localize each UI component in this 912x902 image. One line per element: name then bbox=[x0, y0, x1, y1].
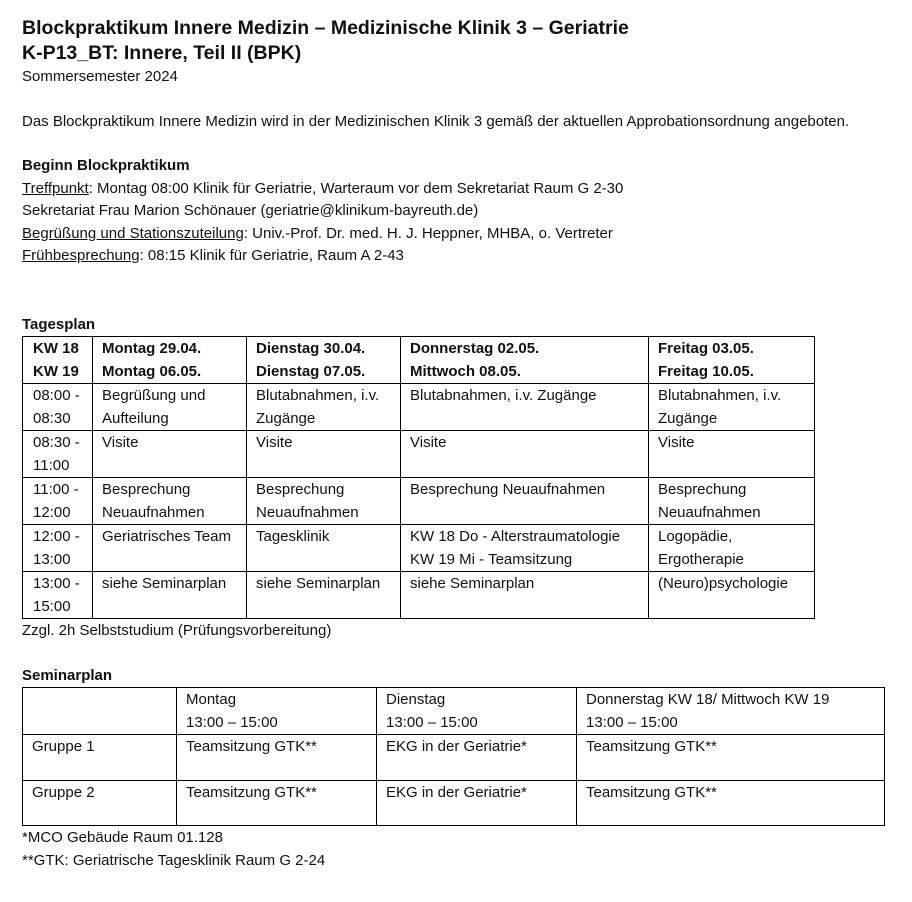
tagesplan-time-cell-line-2: 13:00 bbox=[33, 550, 71, 568]
seminarplan-session-cell bbox=[577, 780, 885, 826]
tagesplan-activity-cell bbox=[649, 572, 815, 619]
seminarplan-group-cell bbox=[23, 780, 177, 826]
tagesplan-activity-cell-line-2: Neuaufnahmen bbox=[658, 503, 761, 521]
tagesplan-row bbox=[23, 525, 815, 572]
tagesplan-day-header-line-2: Mittwoch 08.05. bbox=[410, 362, 521, 380]
tagesplan-day-header-line-1: Donnerstag 02.05. bbox=[410, 340, 540, 357]
tagesplan-activity-cell bbox=[649, 478, 815, 525]
seminarplan-group-cell-line-1: Gruppe 2 bbox=[32, 783, 95, 801]
tagesplan-kw-header-line-1: KW 18 bbox=[33, 340, 79, 357]
tagesplan-activity-cell bbox=[93, 525, 247, 572]
sekretariat-line: Sekretariat Frau Marion Schönauer (geriatrie@klinikum-bayreuth.de) bbox=[22, 202, 479, 219]
tagesplan-row bbox=[23, 572, 815, 619]
tagesplan-activity-cell-line-1: Visite bbox=[256, 434, 293, 451]
tagesplan-activity-cell-line-1: (Neuro)psychologie bbox=[658, 575, 789, 592]
tagesplan-time-cell-line-1: 11:00 - bbox=[33, 481, 79, 498]
tagesplan-activity-cell bbox=[401, 384, 649, 431]
tagesplan-activity-cell-line-1: Visite bbox=[102, 434, 139, 451]
tagesplan-time-cell bbox=[23, 572, 93, 619]
tagesplan-activity-cell-line-1: Visite bbox=[658, 434, 695, 451]
seminarplan-group-cell bbox=[23, 735, 177, 781]
tagesplan-table bbox=[22, 336, 815, 619]
tagesplan-activity-cell bbox=[93, 478, 247, 525]
tagesplan-activity-cell bbox=[401, 431, 649, 478]
treffpunkt-value: : Montag 08:00 Klinik für Geriatrie, Warteraum vor dem Sekretariat Raum G 2-30 bbox=[88, 179, 624, 197]
tagesplan-activity-cell bbox=[401, 572, 649, 619]
tagesplan-activity-cell bbox=[247, 572, 401, 619]
seminarplan-group-cell-line-1: Gruppe 1 bbox=[32, 738, 95, 755]
seminarplan-session-cell-line-1: Teamsitzung GTK** bbox=[186, 783, 317, 801]
tagesplan-activity-cell-line-2: Neuaufnahmen bbox=[256, 503, 359, 521]
tagesplan-day-header-line-1: Montag 29.04. bbox=[102, 340, 202, 357]
tagesplan-time-cell-line-1: 08:00 - bbox=[33, 387, 80, 404]
tagesplan-day-header bbox=[247, 337, 401, 384]
beginn-section bbox=[22, 155, 892, 268]
seminarplan-day-header-line-1: Dienstag bbox=[386, 691, 446, 708]
tagesplan-time-cell bbox=[23, 478, 93, 525]
fruehbesprechung-value: : 08:15 Klinik für Geriatrie, Raum A 2-43 bbox=[139, 247, 404, 264]
seminarplan-day-header-line-2: 13:00 – 15:00 bbox=[586, 713, 678, 731]
tagesplan-activity-cell-line-1: Blutabnahmen, i.v. bbox=[658, 387, 782, 404]
fruehbesprechung-label: Frühbesprechung bbox=[22, 247, 140, 264]
tagesplan-activity-cell-line-1: KW 18 Do - Alterstraumatologie bbox=[410, 528, 621, 545]
tagesplan-time-cell-line-1: 08:30 - bbox=[33, 434, 80, 451]
begruessung-line bbox=[22, 223, 892, 246]
fruehbesprechung-line bbox=[22, 245, 892, 268]
tagesplan-kw-header-line-2: KW 19 bbox=[33, 362, 79, 380]
tagesplan-activity-cell bbox=[401, 478, 649, 525]
tagesplan-activity-cell-line-2: KW 19 Mi - Teamsitzung bbox=[410, 550, 573, 568]
tagesplan-activity-cell bbox=[649, 384, 815, 431]
tagesplan-time-cell-line-2: 11:00 bbox=[33, 456, 70, 474]
tagesplan-activity-cell bbox=[93, 431, 247, 478]
tagesplan-activity-cell-line-1: Besprechung Neuaufnahmen bbox=[410, 481, 606, 498]
seminarplan-session-cell-line-1: Teamsitzung GTK** bbox=[586, 783, 717, 801]
tagesplan-row bbox=[23, 384, 815, 431]
seminarplan-header-row bbox=[23, 688, 885, 735]
tagesplan-activity-cell bbox=[401, 525, 649, 572]
tagesplan-activity-cell bbox=[247, 525, 401, 572]
tagesplan-activity-cell-line-1: Geriatrisches Team bbox=[102, 528, 231, 545]
tagesplan-activity-cell-line-2: Aufteilung bbox=[102, 409, 169, 427]
semester-label: Sommersemester 2024 bbox=[22, 68, 178, 85]
tagesplan-activity-cell bbox=[93, 384, 247, 431]
tagesplan-time-cell-line-2: 15:00 bbox=[33, 597, 71, 615]
tagesplan-activity-cell bbox=[649, 431, 815, 478]
seminarplan-day-header bbox=[177, 688, 377, 735]
tagesplan-day-header-line-1: Freitag 03.05. bbox=[658, 340, 754, 357]
seminarplan-section bbox=[22, 665, 892, 873]
page-title: Blockpraktikum Innere Medizin – Medizinische Klinik 3 – Geriatrie bbox=[22, 17, 629, 39]
tagesplan-activity-cell bbox=[93, 572, 247, 619]
tagesplan-time-cell-line-2: 08:30 bbox=[33, 409, 71, 427]
tagesplan-activity-cell-line-1: siehe Seminarplan bbox=[256, 575, 381, 592]
seminarplan-session-cell bbox=[377, 735, 577, 781]
seminarplan-session-cell bbox=[577, 735, 885, 781]
seminarplan-day-header-line-1: Donnerstag KW 18/ Mittwoch KW 19 bbox=[586, 691, 830, 708]
treffpunkt-label: Treffpunkt bbox=[22, 179, 89, 197]
beginn-heading: Beginn Blockpraktikum bbox=[22, 157, 190, 174]
seminarplan-day-header-line-2: 13:00 – 15:00 bbox=[386, 713, 478, 731]
seminarplan-session-cell-line-1: EKG in der Geriatrie* bbox=[386, 738, 527, 755]
tagesplan-time-cell bbox=[23, 384, 93, 431]
tagesplan-activity-cell-line-2: Zugänge bbox=[256, 409, 316, 427]
tagesplan-activity-cell-line-1: Visite bbox=[410, 434, 447, 451]
tagesplan-activity-cell-line-1: siehe Seminarplan bbox=[410, 575, 535, 592]
tagesplan-activity-cell-line-2: Zugänge bbox=[658, 409, 718, 427]
seminarplan-session-cell bbox=[177, 780, 377, 826]
tagesplan-activity-cell bbox=[247, 431, 401, 478]
seminarplan-empty-header bbox=[23, 688, 177, 735]
tagesplan-day-header-line-2: Dienstag 07.05. bbox=[256, 362, 366, 380]
tagesplan-activity-cell-line-1: Besprechung bbox=[658, 481, 747, 498]
tagesplan-time-cell-line-1: 13:00 - bbox=[33, 575, 80, 592]
tagesplan-activity-cell-line-1: Begrüßung und bbox=[102, 387, 206, 404]
tagesplan-activity-cell-line-1: Besprechung bbox=[256, 481, 345, 498]
tagesplan-activity-cell-line-2: Ergotherapie bbox=[658, 550, 744, 568]
tagesplan-activity-cell-line-1: Tagesklinik bbox=[256, 528, 330, 545]
selbststudium-note: Zzgl. 2h Selbststudium (Prüfungsvorbereitung) bbox=[22, 622, 332, 639]
seminarplan-session-cell-line-1: EKG in der Geriatrie* bbox=[386, 783, 527, 801]
seminarplan-session-cell-line-1: Teamsitzung GTK** bbox=[186, 738, 317, 755]
begruessung-label: Begrüßung und Stationszuteilung bbox=[22, 224, 244, 242]
tagesplan-activity-cell-line-1: Logopädie, bbox=[658, 528, 733, 545]
tagesplan-row bbox=[23, 431, 815, 478]
tagesplan-day-header-line-2: Freitag 10.05. bbox=[658, 362, 754, 380]
tagesplan-heading: Tagesplan bbox=[22, 315, 96, 333]
seminarplan-day-header bbox=[577, 688, 885, 735]
tagesplan-activity-cell-line-1: Blutabnahmen, i.v. Zugänge bbox=[410, 387, 597, 404]
tagesplan-activity-cell bbox=[247, 478, 401, 525]
treffpunkt-line bbox=[22, 178, 892, 201]
tagesplan-activity-cell-line-1: siehe Seminarplan bbox=[102, 575, 227, 592]
seminarplan-row bbox=[23, 735, 885, 781]
seminarplan-day-header-line-1: Montag bbox=[186, 691, 237, 708]
tagesplan-time-cell-line-1: 12:00 - bbox=[33, 528, 80, 545]
tagesplan-activity-cell-line-1: Blutabnahmen, i.v. bbox=[256, 387, 380, 404]
tagesplan-activity-cell bbox=[247, 384, 401, 431]
tagesplan-kw-header bbox=[23, 337, 93, 384]
tagesplan-day-header bbox=[93, 337, 247, 384]
page-subtitle: K-P13_BT: Innere, Teil II (BPK) bbox=[22, 42, 302, 64]
tagesplan-activity-cell-line-2: Neuaufnahmen bbox=[102, 503, 205, 521]
tagesplan-time-cell-line-2: 12:00 bbox=[33, 503, 71, 521]
tagesplan-day-header-line-2: Montag 06.05. bbox=[102, 362, 202, 380]
seminarplan-day-header bbox=[377, 688, 577, 735]
begruessung-value: : Univ.-Prof. Dr. med. H. J. Heppner, MHBA, o. Vertreter bbox=[243, 224, 613, 242]
seminarplan-table bbox=[22, 687, 885, 826]
tagesplan-header-row bbox=[23, 337, 815, 384]
footnote-mco: *MCO Gebäude Raum 01.128 bbox=[22, 829, 223, 846]
seminarplan-session-cell-line-1: Teamsitzung GTK** bbox=[586, 738, 717, 755]
tagesplan-time-cell bbox=[23, 431, 93, 478]
seminarplan-session-cell bbox=[177, 735, 377, 781]
seminarplan-session-cell bbox=[377, 780, 577, 826]
tagesplan-day-header bbox=[401, 337, 649, 384]
tagesplan-section bbox=[22, 314, 892, 643]
tagesplan-time-cell bbox=[23, 525, 93, 572]
document-page bbox=[22, 16, 892, 872]
tagesplan-activity-cell bbox=[649, 525, 815, 572]
footnote-gtk: **GTK: Geriatrische Tagesklinik Raum G 2-24 bbox=[22, 851, 326, 869]
tagesplan-day-header bbox=[649, 337, 815, 384]
seminarplan-day-header-line-2: 13:00 – 15:00 bbox=[186, 713, 278, 731]
tagesplan-activity-cell-line-1: Besprechung bbox=[102, 481, 191, 498]
tagesplan-row bbox=[23, 478, 815, 525]
seminarplan-row bbox=[23, 780, 885, 826]
intro-paragraph: Das Blockpraktikum Innere Medizin wird in der Medizinischen Klinik 3 gemäß der aktuellen Approbationsordnung angeboten. bbox=[22, 112, 850, 130]
tagesplan-day-header-line-1: Dienstag 30.04. bbox=[256, 340, 366, 357]
seminarplan-heading: Seminarplan bbox=[22, 666, 113, 684]
